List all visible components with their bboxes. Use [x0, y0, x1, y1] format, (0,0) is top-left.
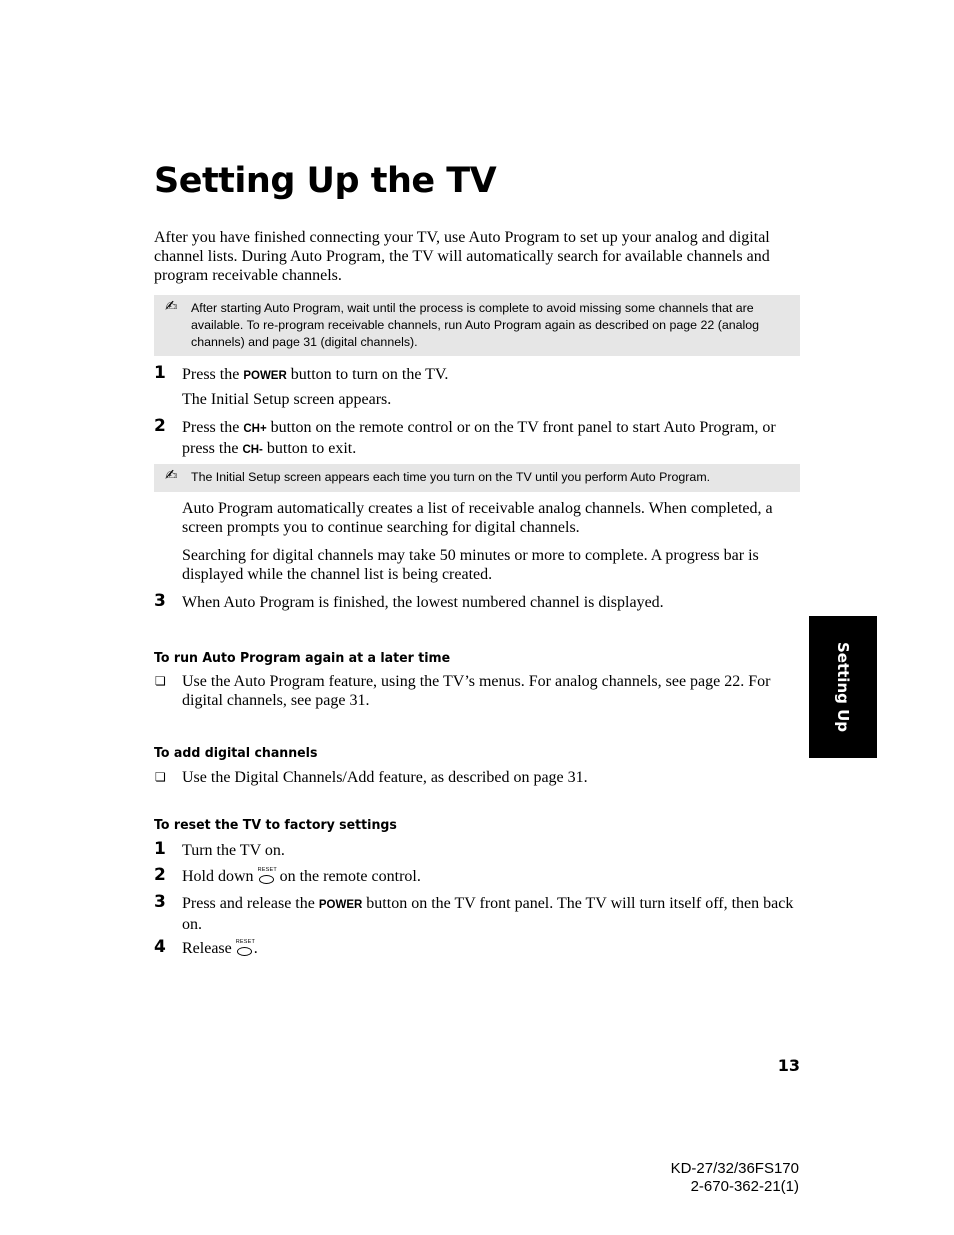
- step-text-part: on the remote control.: [275, 868, 421, 885]
- reset-button-icon: [236, 941, 254, 957]
- step-number: 3: [154, 892, 166, 912]
- step-number: 2: [154, 865, 166, 885]
- reset-button-label: RESET: [257, 867, 277, 873]
- model-number: KD-27/32/36FS170: [670, 1160, 799, 1177]
- pencil-note-icon: ✍: [165, 297, 178, 315]
- intro-paragraph: After you have finished connecting your TV, use Auto Program to set up your analog and digital channel lists. During Auto Program, the TV will automatically search for available channels and program receivable channels.: [154, 229, 770, 284]
- step-text: [182, 894, 800, 934]
- step-number: 2: [154, 416, 166, 436]
- step-text: [182, 939, 800, 958]
- step-number: 1: [154, 363, 166, 383]
- note-text: After starting Auto Program, wait until the process is complete to avoid missing some channels that are available. To re-program receivable channels, run Auto Program again as described on page 22 (analog channels) and page 31 (digital channels).: [191, 301, 760, 349]
- section-heading: To reset the TV to factory settings: [154, 817, 397, 833]
- step-number: 3: [154, 591, 166, 611]
- step-text-part: Press the: [182, 419, 244, 436]
- part-number: 2-670-362-21(1): [690, 1178, 799, 1195]
- ch-minus-key-label: CH-: [242, 444, 263, 456]
- step-number: 4: [154, 937, 166, 957]
- side-tab-label: Setting Up: [834, 641, 852, 733]
- step-number: 1: [154, 839, 166, 859]
- model-info: [671, 1160, 799, 1196]
- note-box: [154, 464, 800, 492]
- power-key-label: POWER: [318, 899, 363, 911]
- pencil-note-icon: ✍: [165, 466, 178, 484]
- step-text-part: button on the remote control or on the TV front panel to start Auto Program, or press the: [182, 419, 776, 457]
- step-text-part: button to turn on the TV.: [286, 366, 449, 383]
- power-key-label: POWER: [243, 370, 287, 382]
- reset-button-label: RESET: [235, 939, 256, 945]
- step-subtext: The Initial Setup screen appears.: [182, 391, 392, 408]
- note-text: The Initial Setup screen appears each time you turn on the TV until you perform Auto Program.: [191, 470, 711, 484]
- step-text-part: button to exit.: [262, 440, 357, 457]
- step-text-part: .: [253, 940, 258, 957]
- step-text-part: button on the TV front panel. The TV will turn itself off, then back on.: [182, 895, 794, 933]
- step-text: [182, 418, 800, 460]
- reset-oval-shape: [259, 875, 274, 884]
- section-heading: To run Auto Program again at a later time: [154, 650, 451, 666]
- note-box: [154, 295, 800, 356]
- checkbox-bullet: ❏: [155, 770, 166, 784]
- step-text-part: Release: [182, 940, 236, 957]
- step-paragraph: Searching for digital channels may take 50 minutes or more to complete. A progress bar is displayed while the channel list is being created.: [182, 547, 759, 583]
- page-number: 13: [777, 1056, 800, 1075]
- step-text-part: Press and release the: [182, 895, 319, 912]
- step-text: [182, 867, 800, 886]
- step-text-part: Press the: [182, 366, 244, 383]
- page-title: Setting Up the TV: [154, 161, 497, 201]
- ch-plus-key-label: CH+: [243, 423, 267, 435]
- step-text-part: Hold down: [182, 868, 258, 885]
- reset-button-icon: [258, 869, 276, 885]
- section-heading: To add digital channels: [154, 745, 318, 761]
- step-text: When Auto Program is finished, the lowest numbered channel is displayed.: [182, 594, 664, 611]
- step-paragraph: Auto Program automatically creates a list of receivable analog channels. When completed, a screen prompts you to continue searching for digital channels.: [182, 500, 773, 536]
- step-text: Turn the TV on.: [182, 842, 285, 859]
- step-text: [182, 365, 800, 386]
- checkbox-bullet: ❏: [155, 674, 166, 688]
- section-side-tab: [809, 616, 877, 758]
- bullet-text: Use the Auto Program feature, using the TV’s menus. For analog channels, see page 22. For digital channels, see page 31.: [182, 673, 771, 709]
- bullet-text: Use the Digital Channels/Add feature, as described on page 31.: [182, 769, 588, 786]
- reset-oval-shape: [237, 947, 252, 956]
